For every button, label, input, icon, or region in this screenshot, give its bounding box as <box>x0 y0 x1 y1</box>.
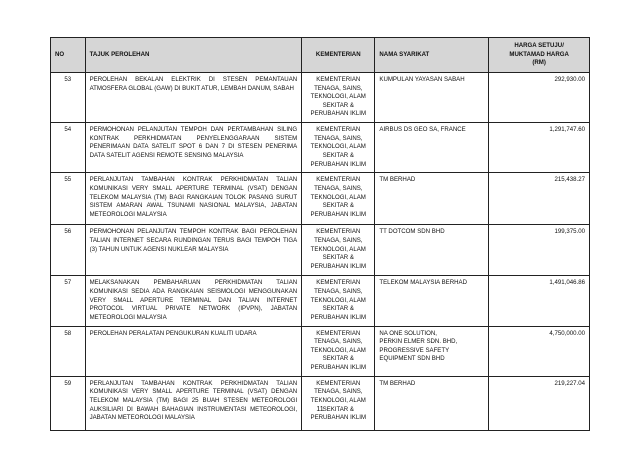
syarikat-line: PROGRESSIVE SAFETY <box>379 346 450 354</box>
kementerian-line: TENAGA, SAINS, <box>314 236 363 244</box>
cell-harga: 199,375.00 <box>489 225 590 276</box>
cell-harga: 1,291,747.60 <box>489 123 590 173</box>
table-header <box>51 38 590 73</box>
kementerian-line: SEKITAR & <box>322 305 354 313</box>
kementerian-line: TENAGA, SAINS, <box>314 388 363 396</box>
kementerian-line: KEMENTERIAN <box>316 329 361 337</box>
header-harga <box>489 38 590 73</box>
table-row <box>51 276 590 326</box>
syarikat-line: EQUIPMENT SDN BHD <box>379 355 445 363</box>
kementerian-line: KEMENTERIAN <box>316 379 361 387</box>
cell-kementerian <box>302 173 375 225</box>
kementerian-line: TEKNOLOGI, ALAM <box>310 397 366 405</box>
kementerian-line: TEKNOLOGI, ALAM <box>310 143 366 151</box>
kementerian-line: SEKITAR & <box>322 355 354 363</box>
syarikat-line: PERKIN ELMER SDN. BHD, <box>379 338 458 346</box>
header-kementerian: KEMENTERIAN <box>302 38 375 73</box>
syarikat-line: TM BERHAD <box>379 379 416 387</box>
cell-no: 57 <box>51 276 86 326</box>
cell-tajuk: PERMOHONAN PELANJUTAN TEMPOH DAN PERTAMBAHAN SILING KONTRAK PERKHIDMATAN PENYELENGGARAAN SISTEM PENERIMAAN DATA SATELIT SPOT 6 DAN 7 DI STESEN PENERIMA DATA SATELIT AGENSI REMOTE SENSING MALAYSIA <box>85 123 302 173</box>
cell-kementerian <box>302 72 375 122</box>
kementerian-line: PERUBAHAN IKLIM <box>310 364 367 372</box>
table-row <box>51 72 590 122</box>
kementerian-line: TENAGA, SAINS, <box>314 287 363 295</box>
cell-harga: 292,930.00 <box>489 72 590 122</box>
kementerian-line: SEKITAR & <box>322 405 354 413</box>
syarikat-line: KUMPULAN YAYASAN SABAH <box>379 75 465 83</box>
header-harga-line1: HARGA SETUJU/ <box>514 42 564 49</box>
kementerian-line: SEKITAR & <box>322 254 354 262</box>
kementerian-line: TEKNOLOGI, ALAM <box>310 346 366 354</box>
cell-kementerian <box>302 123 375 173</box>
table-row <box>51 173 590 225</box>
cell-tajuk: MELAKSANAKAN PEMBAHARUAN PERKHIDMATAN TALIAN KOMUNIKASI SEDIA ADA RANGKAIAN SEISMOLOGI MENGGUNAKAN VERY SMALL APERTURE TERMINAL DAN TALIAN INTERNET PROTOCOL VIRTUAL PRIVATE NETWORK (IPVPN), JABATAN METEOROLOGI MALAYSIA <box>85 276 302 326</box>
table-row <box>51 225 590 276</box>
cell-harga: 4,750,000.00 <box>489 326 590 376</box>
cell-no: 59 <box>51 376 86 430</box>
kementerian-line: TENAGA, SAINS, <box>314 338 363 346</box>
cell-no: 56 <box>51 225 86 276</box>
kementerian-line: TENAGA, SAINS, <box>314 84 363 92</box>
cell-tajuk: PERLANJUTAN TAMBAHAN KONTRAK PERKHIDMATAN TALIAN KOMUNIKASI VERY SMALL APERTURE TERMINAL (VSAT) DENGAN TELEKOM MALAYSIA (TM) BAGI 25 BUAH STESEN METEOROLOGI AUKSILIARI DI BAWAH BAHAGIAN INSTRUMENTASI METEOROLOGI, JABATAN METEOROLOGI MALAYSIA <box>85 376 302 430</box>
table-row <box>51 123 590 173</box>
kementerian-line: KEMENTERIAN <box>316 228 361 236</box>
cell-syarikat <box>375 173 489 225</box>
kementerian-line: TEKNOLOGI, ALAM <box>310 193 366 201</box>
kementerian-line: PERUBAHAN IKLIM <box>310 313 367 321</box>
syarikat-line: NA ONE SOLUTION, <box>379 329 437 337</box>
syarikat-line: TELEKOM MALAYSIA BERHAD <box>379 279 467 287</box>
cell-no: 58 <box>51 326 86 376</box>
syarikat-line: AIRBUS DS GEO SA, FRANCE <box>379 126 466 134</box>
kementerian-line: PERUBAHAN IKLIM <box>310 110 367 118</box>
kementerian-line: KEMENTERIAN <box>316 279 361 287</box>
cell-harga: 219,227.04 <box>489 376 590 430</box>
cell-kementerian <box>302 376 375 430</box>
kementerian-line: TEKNOLOGI, ALAM <box>310 296 366 304</box>
header-row <box>51 38 590 73</box>
cell-syarikat <box>375 326 489 376</box>
header-harga-line2: MUKTAMAD HARGA <box>509 50 569 58</box>
cell-tajuk: PERLANJUTAN TAMBAHAN KONTRAK PERKHIDMATAN TALIAN KOMUNIKASI VERY SMALL APERTURE TERMINAL (VSAT) DENGAN TELEKOM MALAYSIA (TM) BAGI RANGKAIAN TOLOK PASANG SURUT SISTEM AMARAN AWAL TSUNAMI NASIONAL MALAYSIA, JABATAN METEOROLOGI MALAYSIA <box>85 173 302 225</box>
cell-kementerian <box>302 326 375 376</box>
kementerian-line: TEKNOLOGI, ALAM <box>310 245 366 253</box>
kementerian-line: TEKNOLOGI, ALAM <box>310 93 366 101</box>
kementerian-line: SEKITAR & <box>322 202 354 210</box>
cell-syarikat <box>375 376 489 430</box>
cell-kementerian <box>302 276 375 326</box>
cell-tajuk: PERMOHONAN PELANJUTAN TEMPOH KONTRAK BAGI PEROLEHAN TALIAN INTERNET SECARA RUNDINGAN TERUS BAGI TEMPOH TIGA (3) TAHUN UNTUK AGENSI NUKLEAR MALAYSIA <box>85 225 302 276</box>
cell-no: 53 <box>51 72 86 122</box>
cell-harga: 1,491,046.86 <box>489 276 590 326</box>
cell-kementerian <box>302 225 375 276</box>
cell-tajuk: PEROLEHAN BEKALAN ELEKTRIK DI STESEN PEMANTAUAN ATMOSFERA GLOBAL (GAW) DI BUKIT ATUR, LEMBAH DANUM, SABAH <box>85 72 302 122</box>
kementerian-line: PERUBAHAN IKLIM <box>310 414 367 422</box>
kementerian-line: SEKITAR & <box>322 101 354 109</box>
header-tajuk: TAJUK PEROLEHAN <box>85 38 302 73</box>
table-row <box>51 326 590 376</box>
cell-harga: 215,438.27 <box>489 173 590 225</box>
syarikat-line: TT DOTCOM SDN BHD <box>379 228 445 236</box>
kementerian-line: PERUBAHAN IKLIM <box>310 160 367 168</box>
kementerian-line: KEMENTERIAN <box>316 75 361 83</box>
table-row <box>51 376 590 430</box>
kementerian-line: KEMENTERIAN <box>316 176 361 184</box>
cell-syarikat <box>375 225 489 276</box>
cell-no: 55 <box>51 173 86 225</box>
kementerian-line: PERUBAHAN IKLIM <box>310 210 367 218</box>
cell-no: 54 <box>51 123 86 173</box>
kementerian-line: TENAGA, SAINS, <box>314 134 363 142</box>
kementerian-line: PERUBAHAN IKLIM <box>310 262 367 270</box>
cell-syarikat <box>375 276 489 326</box>
kementerian-line: KEMENTERIAN <box>316 126 361 134</box>
cell-syarikat <box>375 72 489 122</box>
kementerian-line: SEKITAR & <box>322 152 354 160</box>
procurement-table <box>50 37 590 431</box>
header-harga-line3: (RM) <box>532 59 546 67</box>
header-no: NO <box>51 38 86 73</box>
syarikat-line: TM BERHAD <box>379 176 416 184</box>
header-syarikat: NAMA SYARIKAT <box>375 38 489 73</box>
kementerian-line: TENAGA, SAINS, <box>314 184 363 192</box>
cell-tajuk: PEROLEHAN PERALATAN PENGUKURAN KUALITI UDARA <box>85 326 302 376</box>
page-number: 11 <box>316 406 324 413</box>
cell-syarikat <box>375 123 489 173</box>
